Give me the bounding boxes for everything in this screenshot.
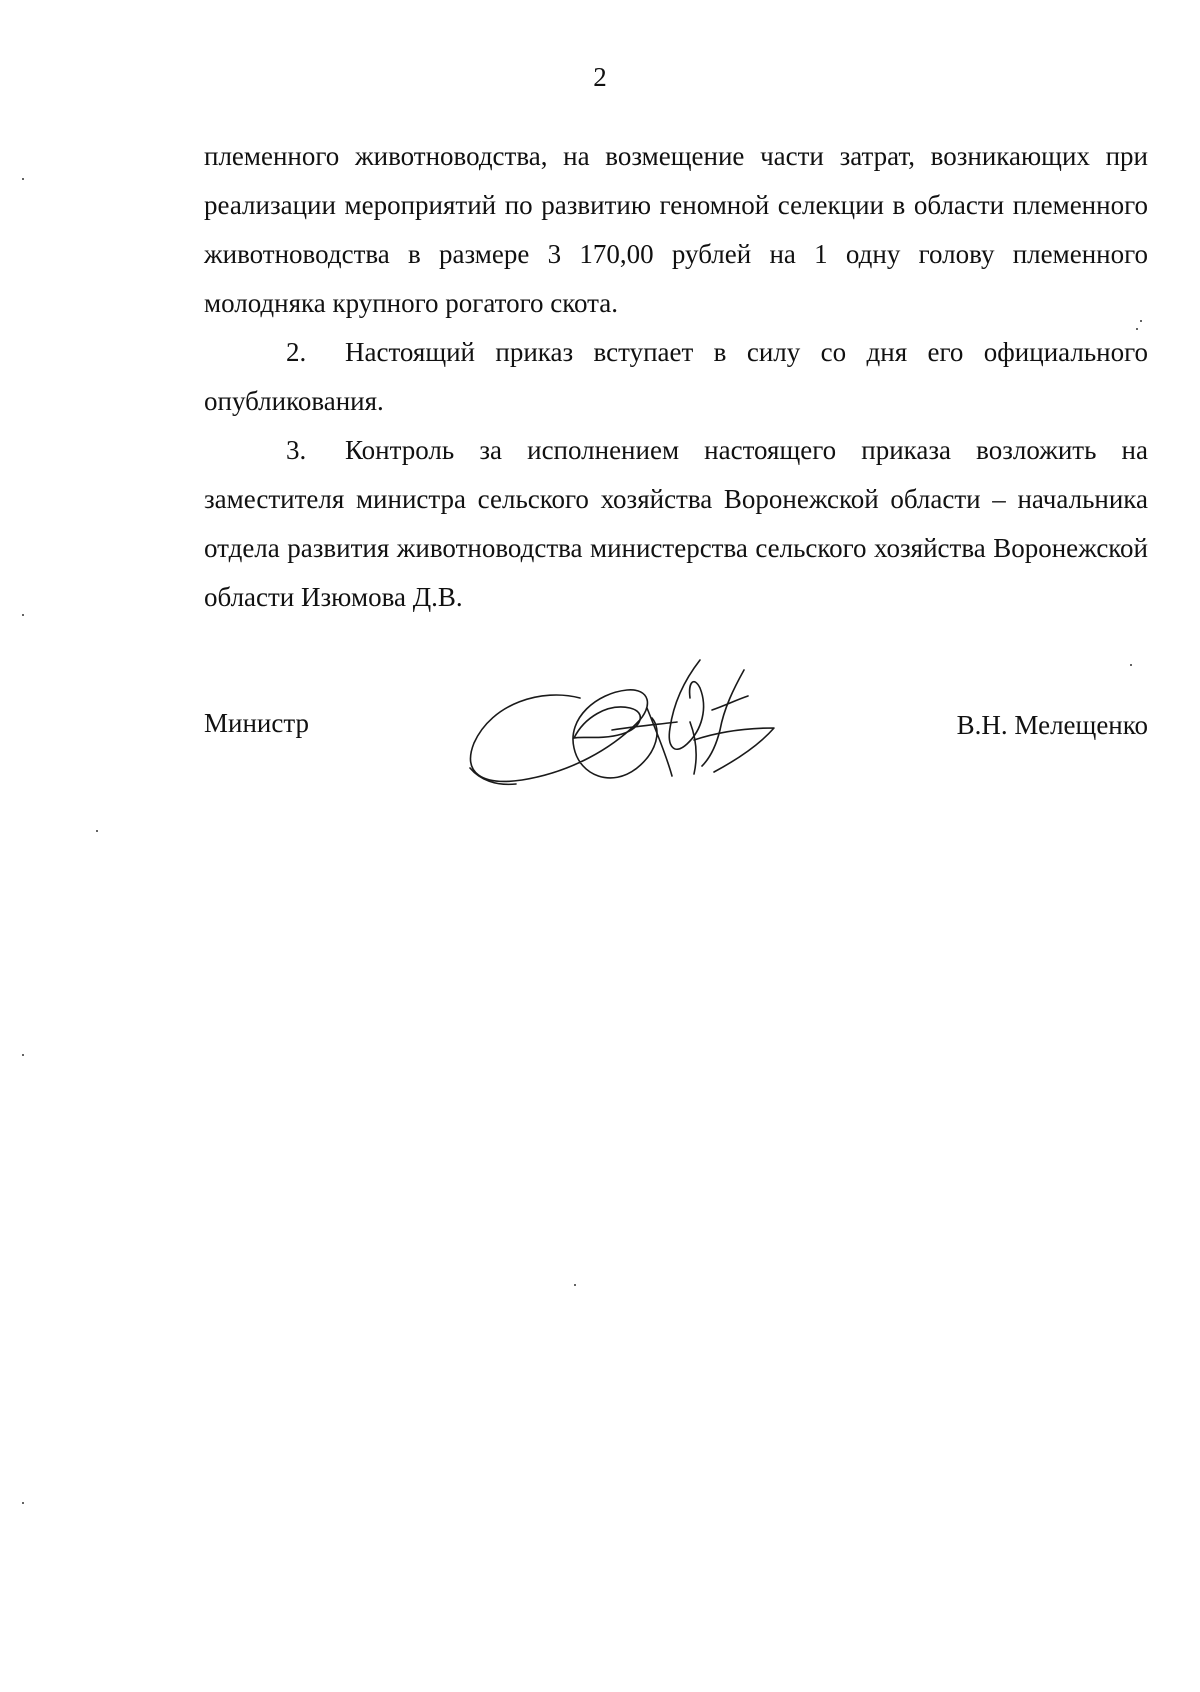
page-number: 2 [593,62,607,92]
item-text-2: Настоящий приказ вступает в силу со дня его официального опубликования. [204,337,1148,416]
signer-title: Министр [204,708,309,738]
scan-speck [22,614,24,616]
scan-speck [96,830,98,832]
signer-name: В.Н. Мелещенко [956,710,1148,740]
scan-speck [574,1284,576,1286]
paragraph-1-continuation: племенного животноводства, на возмещение части затрат, возникающих при реализации мероприятий по развитию геномной селекции в области племенного животноводства в размере 3 170,00 рублей на 1 одну голову племенного молодняка крупного рогатого скота. [204,141,1148,318]
scan-speck [1136,328,1138,330]
scan-speck [22,1502,24,1504]
item-number-2: 2. [286,337,307,367]
scan-speck [1130,664,1132,666]
scan-speck [22,178,24,180]
document-body [204,132,1148,622]
item-text-3: Контроль за исполнением настоящего приказа возложить на заместителя министра сельского хозяйства Воронежской области – начальника отдела развития животноводства министерства сельского хозяйства Воронежской области Изюмова Д.В. [204,435,1148,612]
item-number-3: 3. [286,435,307,465]
scan-speck [22,1054,24,1056]
scan-speck [1140,320,1142,322]
paragraph-2 [204,328,1148,426]
handwritten-signature-icon [462,648,802,798]
paragraph-3 [204,426,1148,622]
